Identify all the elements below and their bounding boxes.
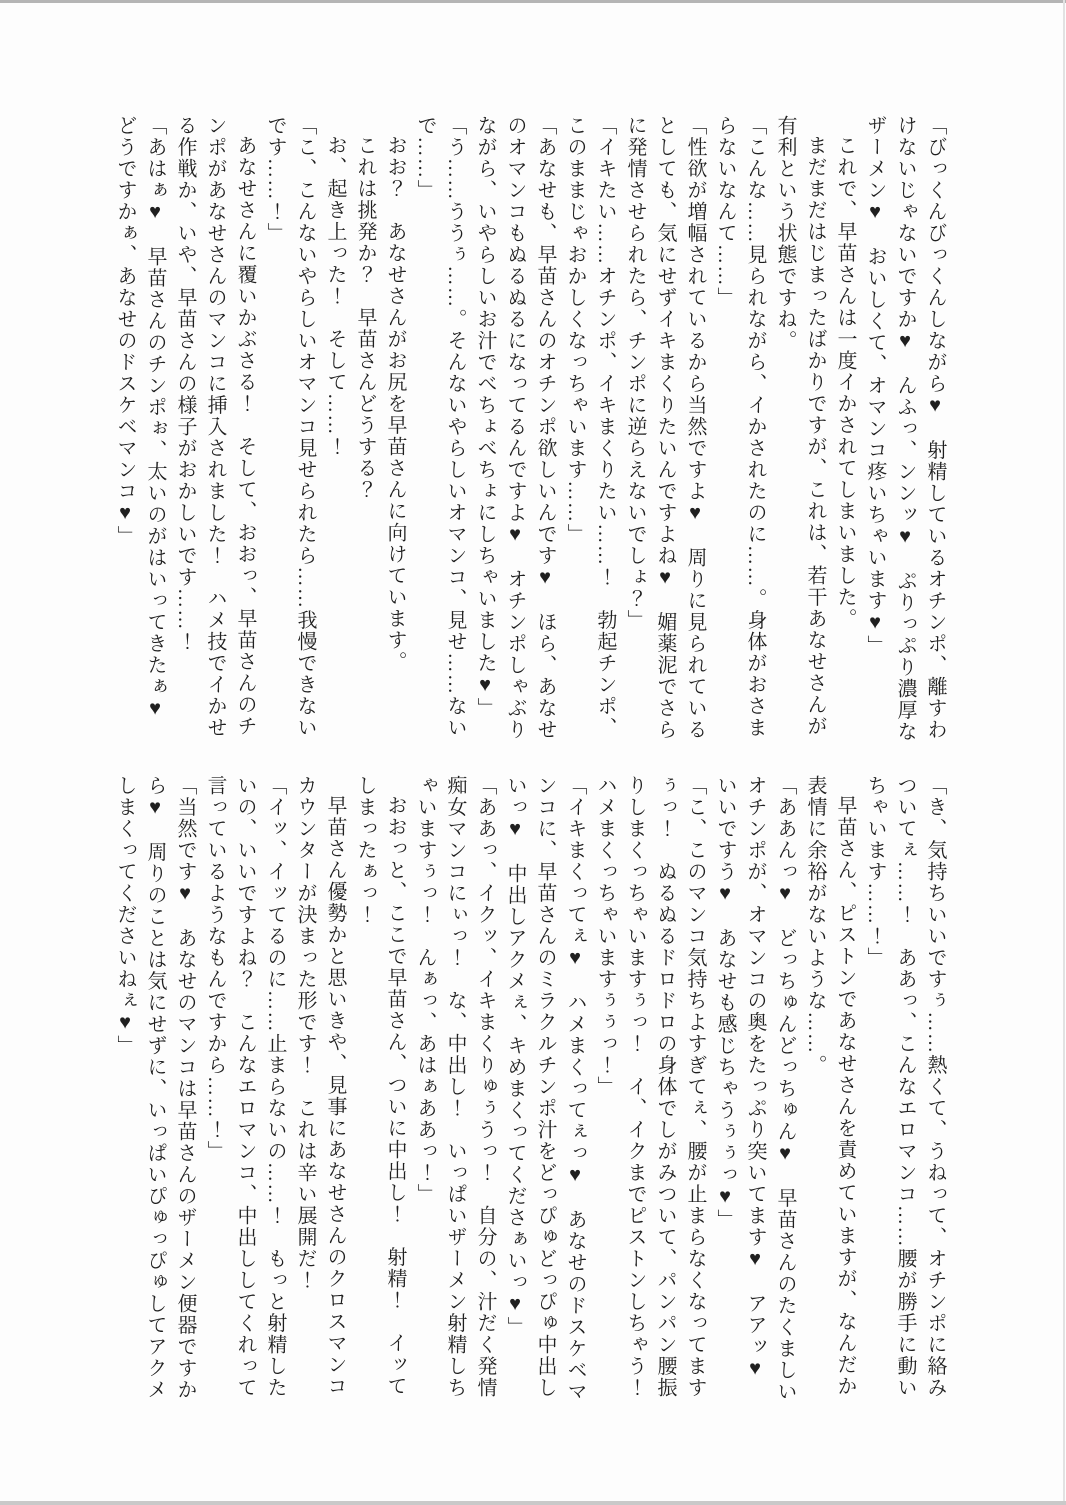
scan-edge-top: [0, 0, 1066, 3]
paragraph: あなせさんに覆いかぶさる！ そして、おおっ、早苗さんのチンポがあなせさんのマンコに挿入されました！ ハメ技でイかせる作戦か、いや、早苗さんの様子がおかしいです……！: [174, 115, 256, 739]
paragraph: 「性欲が増幅されているから当然ですよ♥ 周りに見られているとしても、気にせずイキまくりたいんですよね♥ 媚薬泥でさらに発情させられたら、チンポに逆らえないでしょ？」: [624, 115, 706, 741]
paragraph: 「ああっ、イクッ、イキまくりゅぅうっ！ 自分の、汁だく発情痴女マンコにぃっ！ な、中出し！ いっぱいザーメン射精しちゃいますぅっ！ んぁっ、あはぁああっ！」: [414, 775, 496, 1399]
paragraph: まだまだはじまったばかりですが、これは、若干あなせさんが有利という状態ですね。: [774, 115, 826, 737]
paragraph: 「当然です♥ あなせのマンコは早苗さんのザーメン便器ですから♥ 周りのことは気にせずに、いっぱいぴゅっぴゅしてアクメしまくってくださいねぇ♥」: [114, 775, 196, 1401]
paragraph: 「あはぁ♥ 早苗さんのチンポぉ、太いのがはいってきたぁ♥ どうですかぁ、あなせのドスケベマンコ♥」: [114, 115, 166, 743]
paragraph: 「あなせも、早苗さんのオチンポ欲しいんです♥ ほら、あなせのオマンコもぬるぬるになってるんですよ♥ オチンポしゃぶりながら、いやらしいお汁でべちょべちょにしちゃいました♥」: [474, 115, 556, 741]
paragraph: 早苗さん優勢かと思いきや、見事にあなせさんのクロスマンコカウンターが決まった形です！ これは辛い展開だ！: [294, 775, 346, 1397]
paragraph: これで、早苗さんは一度イかされてしまいました。: [834, 135, 856, 630]
paragraph: 「き、気持ちいいですぅ……熱くて、うねって、オチンポに絡みついてぇ……！ ああっ、こんなエロマンコ……腰が勝手に動いちゃいます……！」: [864, 775, 946, 1399]
paragraph: 「びっくんびっくんしながら♥ 射精しているオチンポ、離すわけないじゃないですか♥ んふっ、ンンッ♥ ぷりっぷり濃厚なザーメン♥ おいしくて、オマンコ疼いちゃいます♥」: [864, 115, 946, 743]
paragraph: 「イキまくってぇ♥ ハメまくってぇっ♥ あなせのドスケベマンコに、早苗さんのミラクルチンポ汁をどっぴゅどっぴゅ中出しいっ♥ 中出しアクメぇ、キめまくってくださぁいっ♥」: [504, 775, 586, 1403]
scan-edge-right: [1063, 0, 1065, 1505]
paragraph: 「イッ、イッてるのに……止まらないの……！ もっと射精したいの、いいですよね？ こんなエロマンコ、中出ししてくれって言っているようなもんですから……！」: [204, 775, 286, 1399]
paragraph: おお？ あなせさんがお尻を早苗さんに向けています。: [384, 135, 406, 673]
paragraph: おおっと、ここで早苗さん、ついに中出し！ 射精！ イッてしまったぁっ！: [354, 775, 406, 1397]
scan-edge-bottom: [0, 1501, 1066, 1505]
paragraph: 「こ、このマンコ気持ちよすぎてぇ、腰が止まらなくなってますぅっ！ ぬるぬるドロドロの身体でしがみついて、パンパン腰振りしまくっちゃいますぅっ！ イ、イクまでピストンしちゃう！ ハメまくっちゃいますぅぅっ！」: [594, 775, 706, 1420]
paragraph: 「こんな……見られながら、イかされたのに……。身体がおさまらないなんて……」: [714, 115, 766, 739]
paragraph: 「こ、こんないやらしいオマンコ見せられたら……我慢できないです……！」: [264, 115, 316, 739]
vertical-text-block-lower: [110, 775, 950, 1420]
paragraph: 「う……ううぅ……。そんないやらしいオマンコ、見せ……ないで……」: [414, 115, 466, 739]
paragraph: 早苗さん、ピストンであなせさんを責めていますが、なんだか表情に余裕がないような……。: [804, 775, 856, 1397]
paragraph: 「イキたい……オチンポ、イキまくりたい……！ 勃起チンポ、このままじゃおかしくなっちゃいます……」: [564, 115, 616, 739]
paragraph: 「ああんっ♥ どっちゅんどっちゅん♥ 早苗さんのたくましいオチンポが、オマンコの奥をたっぷり突いてます♥ アアッ♥ いいですう♥ あなせも感じちゃうぅぅっ♥」: [714, 775, 796, 1403]
paragraph: お、起き上った！ そして……！: [324, 135, 346, 458]
vertical-text-block-upper: [110, 115, 950, 743]
paragraph: これは挑発か？ 早苗さんどうする？: [354, 135, 376, 501]
